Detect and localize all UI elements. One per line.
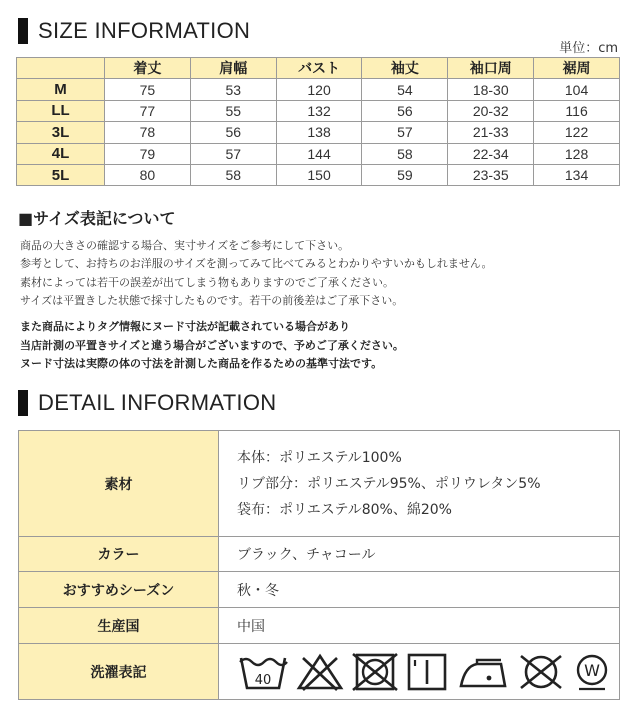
note-line-bold: また商品によりタグ情報にヌード寸法が記載されている場合があり xyxy=(20,320,350,333)
size-label: 4L xyxy=(17,143,105,164)
column-header: 袖丈 xyxy=(362,58,448,79)
table-cell: 21-33 xyxy=(448,122,534,143)
table-cell: 54 xyxy=(362,79,448,100)
table-cell: 23-35 xyxy=(448,164,534,185)
wash-40-icon xyxy=(237,652,289,692)
column-header: 裾周 xyxy=(534,58,620,79)
detail-section-title xyxy=(18,390,276,416)
season-label: おすすめシーズン xyxy=(19,572,219,608)
table-cell: 53 xyxy=(190,79,276,100)
no-tumble-dry-icon xyxy=(351,652,399,692)
note-line-bold: 当店計測の平置きサイズと違う場合がございますので、予めご了承ください。 xyxy=(20,338,404,352)
iron-low-icon xyxy=(455,652,511,692)
table-cell: 56 xyxy=(362,100,448,121)
column-header: 袖口周 xyxy=(448,58,534,79)
table-cell: 138 xyxy=(276,122,362,143)
table-cell: 79 xyxy=(105,143,191,164)
size-label: 3L xyxy=(17,122,105,143)
detail-row-care xyxy=(19,644,620,700)
size-table xyxy=(16,57,620,186)
material-value xyxy=(219,431,620,537)
table-row xyxy=(17,122,620,143)
title-bar-decoration xyxy=(18,18,28,44)
size-title-text: SIZE INFORMATION xyxy=(38,18,251,43)
color-label: カラー xyxy=(19,537,219,572)
table-cell: 20-32 xyxy=(448,100,534,121)
table-cell: 134 xyxy=(534,164,620,185)
size-note-text xyxy=(20,237,493,311)
table-cell: 75 xyxy=(105,79,191,100)
line-dry-icon xyxy=(405,652,449,692)
season-value: 秋・冬 xyxy=(219,572,620,608)
title-bar-decoration xyxy=(18,390,28,416)
table-cell: 150 xyxy=(276,164,362,185)
material-line: 袋布：ポリエステル80%、綿20% xyxy=(237,501,452,518)
wash-temperature: 40 xyxy=(254,672,272,688)
note-line-bold: ヌード寸法は実際の体の寸法を計測した商品を作るための基準寸法です。 xyxy=(20,357,383,371)
detail-row-color xyxy=(19,537,620,572)
table-row xyxy=(17,100,620,121)
size-label: M xyxy=(17,79,105,100)
note-line: 素材によっては若干の誤差が出てしまう物もありますのでご了承ください。 xyxy=(20,275,394,289)
column-header: バスト xyxy=(276,58,362,79)
table-cell: 77 xyxy=(105,100,191,121)
size-section-title xyxy=(18,18,250,44)
table-cell: 132 xyxy=(276,100,362,121)
detail-row-origin xyxy=(19,608,620,644)
care-label: 洗濯表記 xyxy=(19,644,219,700)
table-cell: 128 xyxy=(534,143,620,164)
table-cell: 78 xyxy=(105,122,191,143)
material-line: 本体：ポリエステル100% xyxy=(237,449,402,466)
size-label: LL xyxy=(17,100,105,121)
material-label: 素材 xyxy=(19,431,219,537)
material-line: リブ部分：ポリエステル95%、ポリウレタン5% xyxy=(237,475,541,492)
table-cell: 57 xyxy=(190,143,276,164)
table-cell: 57 xyxy=(362,122,448,143)
wet-clean-icon xyxy=(571,652,613,692)
column-header: 着丈 xyxy=(105,58,191,79)
table-cell: 122 xyxy=(534,122,620,143)
size-corner-cell xyxy=(17,58,105,79)
care-icons xyxy=(219,644,620,700)
column-header: 肩幅 xyxy=(190,58,276,79)
table-cell: 18-30 xyxy=(448,79,534,100)
origin-value: 中国 xyxy=(219,608,620,644)
note-line: 商品の大きさの確認する場合、実寸サイズをご参考にして下さい。 xyxy=(20,239,350,252)
detail-title-text: DETAIL INFORMATION xyxy=(38,390,277,415)
table-cell: 104 xyxy=(534,79,620,100)
no-bleach-icon xyxy=(295,652,345,692)
size-table-header xyxy=(17,58,620,79)
table-cell: 56 xyxy=(190,122,276,143)
detail-row-material xyxy=(19,431,620,537)
size-label: 5L xyxy=(17,164,105,185)
detail-table xyxy=(18,430,620,700)
table-row xyxy=(17,143,620,164)
table-cell: 120 xyxy=(276,79,362,100)
table-cell: 116 xyxy=(534,100,620,121)
nude-size-note xyxy=(20,318,404,374)
table-cell: 55 xyxy=(190,100,276,121)
table-row xyxy=(17,79,620,100)
table-cell: 58 xyxy=(362,143,448,164)
table-cell: 80 xyxy=(105,164,191,185)
wet-clean-letter: W xyxy=(584,660,600,680)
table-cell: 58 xyxy=(190,164,276,185)
table-cell: 22-34 xyxy=(448,143,534,164)
size-note-heading: ■サイズ表記について xyxy=(18,209,176,228)
no-dry-clean-icon xyxy=(517,652,565,692)
detail-row-season xyxy=(19,572,620,608)
table-cell: 59 xyxy=(362,164,448,185)
unit-label: 単位：cm xyxy=(559,41,618,56)
table-cell: 144 xyxy=(276,143,362,164)
table-row xyxy=(17,164,620,185)
note-line: 参考として、お持ちのお洋服のサイズを測ってみて比べてみるとわかりやすいかもしれません。 xyxy=(20,257,493,271)
color-value: ブラック、チャコール xyxy=(219,537,620,572)
origin-label: 生産国 xyxy=(19,608,219,644)
note-line: サイズは平置きした状態で採寸したものです。若干の前後差はご了承下さい。 xyxy=(20,294,404,308)
